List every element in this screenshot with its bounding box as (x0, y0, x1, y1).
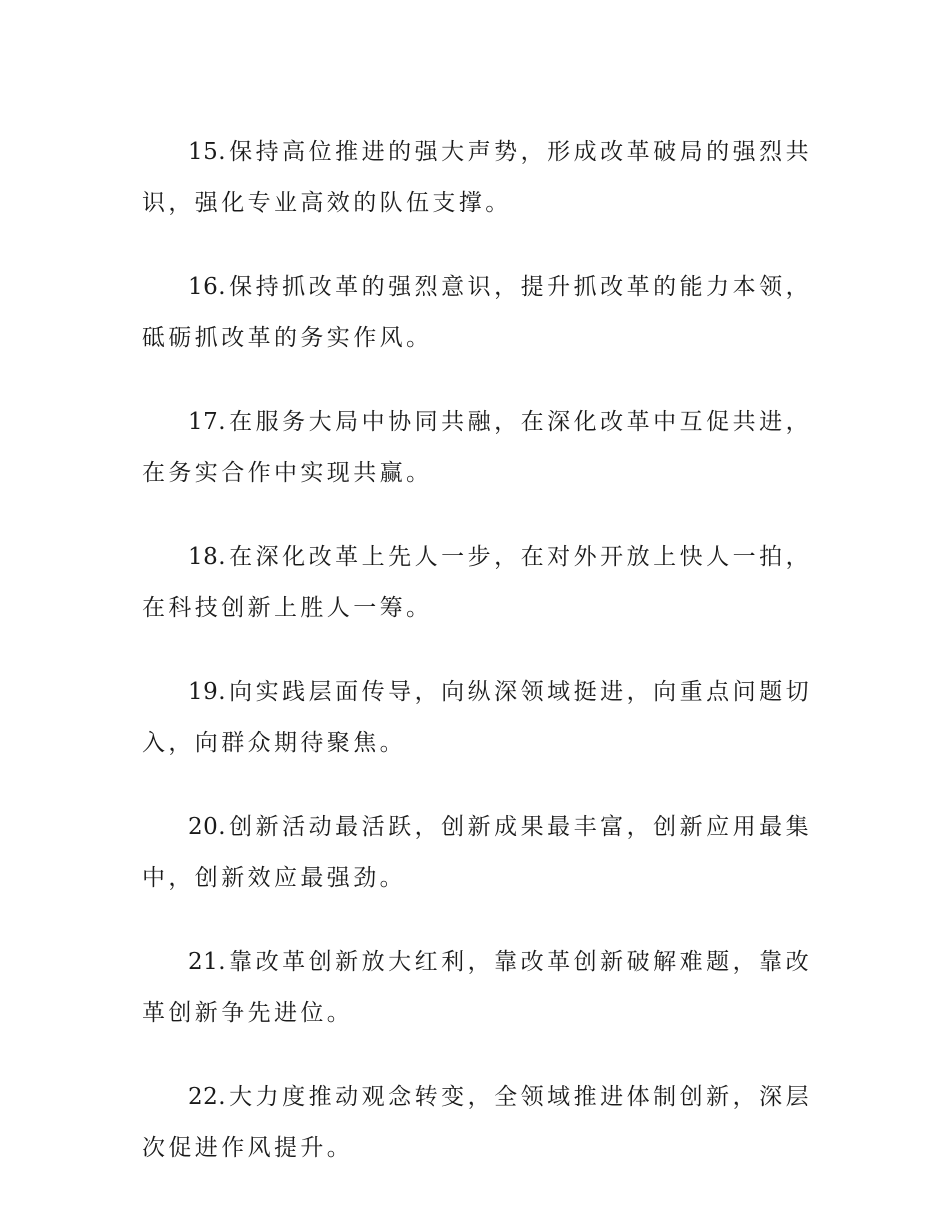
item-text: 大力度推动观念转变，全领域推进体制创新，深层次促进作风提升。 (142, 1084, 812, 1161)
item-number: 15. (188, 139, 227, 165)
item-number: 19. (188, 679, 227, 705)
list-item (142, 262, 812, 364)
item-number: 17. (188, 409, 227, 435)
item-text: 靠改革创新放大红利，靠改革创新破解难题，靠改革创新争先进位。 (142, 949, 812, 1026)
item-number: 22. (188, 1084, 227, 1110)
item-text: 在深化改革上先人一步，在对外开放上快人一拍，在科技创新上胜人一筹。 (142, 544, 812, 621)
list-item (142, 397, 812, 499)
item-text: 在服务大局中协同共融，在深化改革中互促共进，在务实合作中实现共赢。 (142, 409, 812, 486)
list-item (142, 667, 812, 769)
list-item (142, 937, 812, 1039)
item-number: 16. (188, 274, 227, 300)
item-number: 20. (188, 814, 227, 840)
list-item (142, 127, 812, 229)
list-item (142, 802, 812, 904)
item-text: 保持高位推进的强大声势，形成改革破局的强烈共识，强化专业高效的队伍支撑。 (142, 139, 812, 216)
item-text: 向实践层面传导，向纵深领域挺进，向重点问题切入，向群众期待聚焦。 (142, 679, 812, 756)
numbered-list (142, 127, 812, 1207)
list-item (142, 532, 812, 634)
item-number: 18. (188, 544, 227, 570)
list-item (142, 1072, 812, 1174)
item-text: 创新活动最活跃，创新成果最丰富，创新应用最集中，创新效应最强劲。 (142, 814, 812, 891)
item-number: 21. (188, 949, 227, 975)
item-text: 保持抓改革的强烈意识，提升抓改革的能力本领，砥砺抓改革的务实作风。 (142, 274, 812, 351)
